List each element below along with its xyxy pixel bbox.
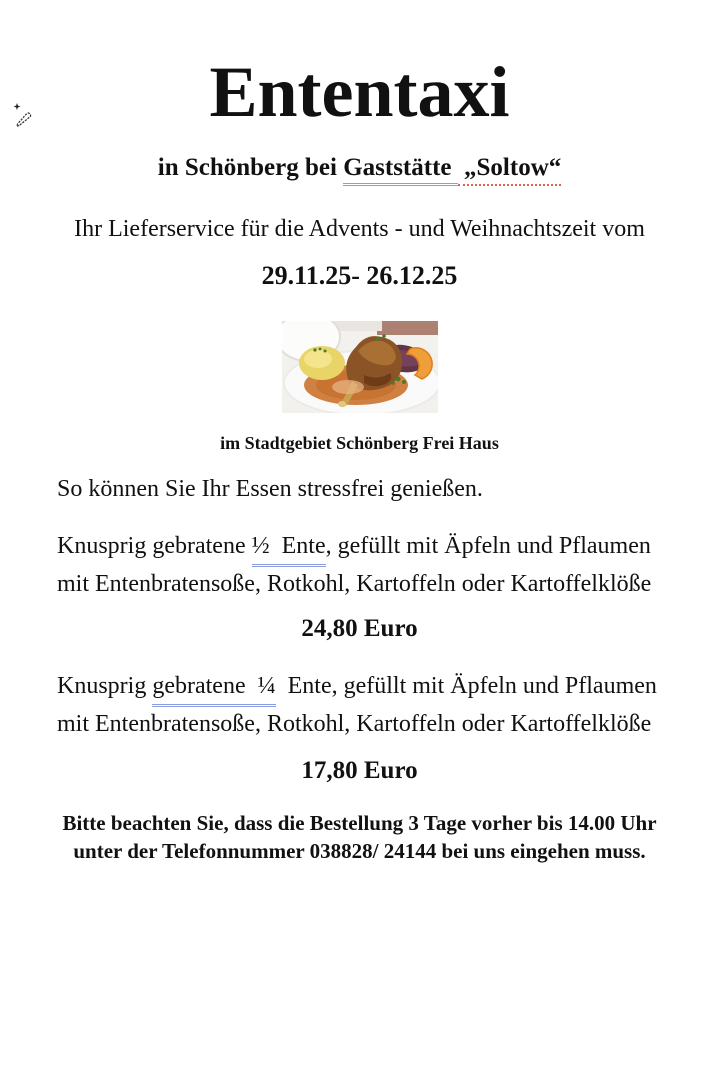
price-quarter-duck: 17,80 Euro xyxy=(301,757,418,784)
date-range: 29.11.25- 26.12.25 xyxy=(261,261,458,290)
subtitle-line xyxy=(0,154,719,186)
menu-item-quarter-duck xyxy=(57,669,665,741)
page-title: Ententaxi xyxy=(209,52,510,132)
menu-item-half-duck xyxy=(57,529,665,601)
price-half-duck: 24,80 Euro xyxy=(301,615,418,642)
intro-sentence: So können Sie Ihr Essen stressfrei genießen. xyxy=(57,476,483,502)
menu-item-text: Knusprig xyxy=(57,673,153,699)
subtitle-prefix: in Schönberg bei xyxy=(157,154,344,181)
order-instructions-line2: unter der Telefonnummer 038828/ 24144 bei uns eingehen muss. xyxy=(73,839,646,863)
menu-item-text: Ente, gefüllt mit Äpfeln und Pflaumen mit Entenbratensoße, Rotkohl, Kartoffeln oder Kartoffelklöße xyxy=(57,673,663,737)
sparkle-icon xyxy=(14,103,21,110)
menu-item-text: Knusprig gebratene xyxy=(57,533,252,559)
menu-item-text: , gefüllt mit Äpfeln und Pflaumen mit Entenbratensoße, Rotkohl, Kartoffeln oder Kartoffelklöße xyxy=(57,533,657,597)
order-instructions-line1: Bitte beachten Sie, dass die Bestellung 3 Tage vorher bis 14.00 Uhr xyxy=(62,811,657,835)
gravy-highlight xyxy=(332,380,364,394)
menu-item-grammar-underlined: ½ Ente xyxy=(252,529,326,567)
duck-dinner-photo xyxy=(282,321,438,413)
order-instructions xyxy=(40,809,680,865)
edit-pencil-icon[interactable] xyxy=(12,102,36,130)
subtitle-gaststaette-grammar-underlined: Gaststätte xyxy=(343,154,458,186)
subtitle-soltow-spell-underlined: „Soltow“ xyxy=(458,154,561,186)
photo-background xyxy=(377,321,438,335)
service-line: Ihr Lieferservice für die Advents - und Weihnachtszeit vom xyxy=(74,216,645,242)
menu-item-grammar-underlined: gebratene ¼ xyxy=(152,669,275,707)
free-delivery-note: im Stadtgebiet Schönberg Frei Haus xyxy=(220,433,499,453)
